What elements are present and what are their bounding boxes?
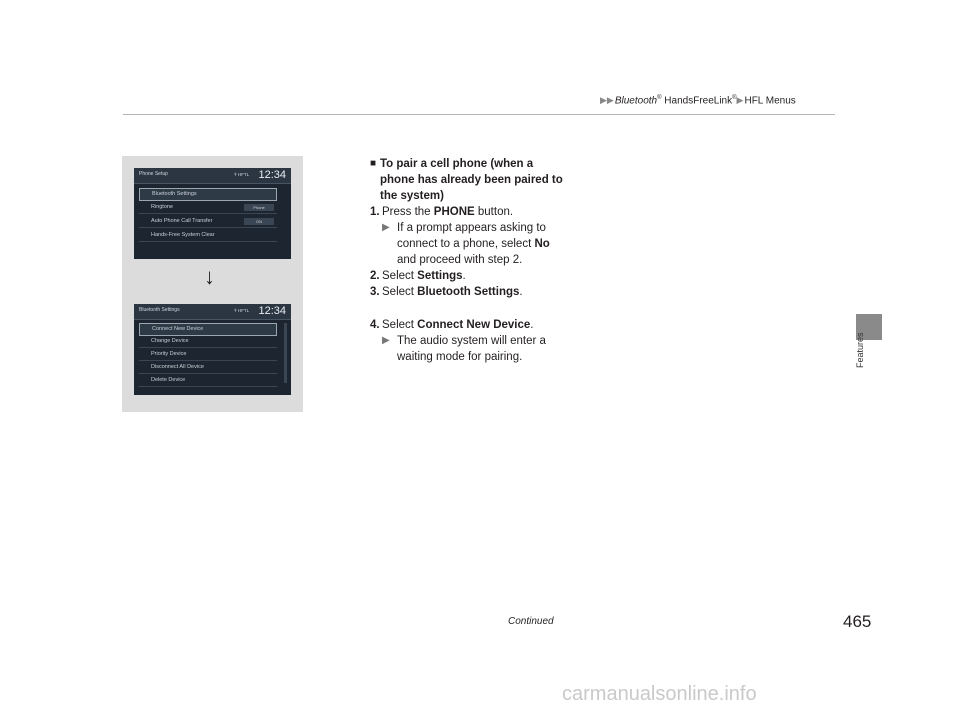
breadcrumb-part-hfl-menus: HFL Menus xyxy=(744,95,796,107)
breadcrumb xyxy=(600,95,796,106)
signal-indicator-icon: ǂ HFTL xyxy=(234,308,250,313)
menu-item-disconnect-all xyxy=(139,362,277,374)
step-1-note xyxy=(370,220,570,268)
watermark-text: carmanualsonline.info xyxy=(562,683,757,705)
menu-item-label: Disconnect All Device xyxy=(151,364,204,370)
menu-item-bluetooth-settings xyxy=(139,188,277,201)
step-text: . xyxy=(462,270,466,282)
note-text: The audio system will enter a waiting mode for pairing. xyxy=(397,335,546,363)
step-text: Select xyxy=(382,286,418,298)
screen-clock: 12:34 xyxy=(258,305,286,317)
heading-text: To pair a cell phone (when a phone has already been paired to the system) xyxy=(380,158,563,202)
note-keyword: No xyxy=(534,238,550,250)
menu-item-label: Change Device xyxy=(151,338,189,344)
menu-item-label: Priority Device xyxy=(151,351,187,357)
step-number: 1. xyxy=(370,206,380,218)
continued-label: Continued xyxy=(508,616,554,627)
menu-item-label: Delete Device xyxy=(151,377,186,383)
step-text: . xyxy=(530,319,534,331)
illustration-panel xyxy=(122,156,303,412)
note-arrow-icon: ▶ xyxy=(382,335,390,346)
bluetooth-settings-screen xyxy=(134,304,291,395)
menu-item-label: Ringtone xyxy=(151,204,174,210)
screen-clock: 12:34 xyxy=(258,169,286,181)
menu-item-auto-transfer xyxy=(139,216,277,228)
screen-scrollbar xyxy=(284,323,287,383)
step-keyword: Settings xyxy=(417,270,463,282)
step-text: button. xyxy=(474,206,514,218)
breadcrumb-arrow-icon: ▶▶ xyxy=(600,95,614,106)
step-3 xyxy=(370,284,570,300)
signal-indicator-icon: ǂ HFTL xyxy=(234,172,250,177)
menu-item-value: Phone xyxy=(244,204,274,211)
step-text: . xyxy=(519,286,523,298)
step-keyword: Connect New Device xyxy=(417,319,531,331)
menu-item-label: Auto Phone Call Transfer xyxy=(151,218,213,224)
note-text: and proceed with step 2. xyxy=(397,254,523,266)
screen-header xyxy=(134,304,291,320)
step-keyword: PHONE xyxy=(433,206,475,218)
menu-item-ringtone xyxy=(139,202,277,214)
step-4 xyxy=(370,317,570,333)
phone-setup-screen xyxy=(134,168,291,259)
step-4-note xyxy=(370,333,570,365)
step-text: Select xyxy=(382,270,418,282)
menu-item-delete-device xyxy=(139,375,277,387)
step-number: 4. xyxy=(370,319,380,331)
step-text: Select xyxy=(382,319,418,331)
note-text: If a prompt appears asking to connect to a phone, select xyxy=(397,222,546,250)
menu-item-priority-device xyxy=(139,349,277,361)
step-2 xyxy=(370,268,570,284)
breadcrumb-part-handsfreelink: HandsFreeLink xyxy=(661,95,733,107)
header-divider xyxy=(123,114,835,115)
step-1 xyxy=(370,204,570,220)
section-heading xyxy=(370,156,570,204)
menu-item-label: Hands-Free System Clear xyxy=(151,232,215,238)
instructions xyxy=(370,156,570,365)
screen-header xyxy=(134,168,291,184)
menu-item-label: Connect New Device xyxy=(152,326,204,332)
page-number: 465 xyxy=(843,612,872,631)
step-number: 2. xyxy=(370,270,380,282)
menu-item-label: Bluetooth Settings xyxy=(152,191,197,197)
spacer xyxy=(370,300,570,317)
step-number: 3. xyxy=(370,286,380,298)
step-text: Press the xyxy=(382,206,434,218)
menu-item-connect-new-device xyxy=(139,323,277,336)
breadcrumb-part-bluetooth: Bluetooth xyxy=(614,95,658,107)
section-label: Features xyxy=(855,332,865,368)
breadcrumb-arrow-icon: ▶ xyxy=(736,95,744,106)
note-arrow-icon: ▶ xyxy=(382,222,390,233)
down-arrow-icon: ↓ xyxy=(204,264,215,289)
menu-item-change-device xyxy=(139,336,277,348)
registered-mark: ® xyxy=(657,95,662,101)
screen-title: Phone Setup xyxy=(139,171,168,177)
heading-square-icon: ■ xyxy=(370,158,377,169)
menu-item-system-clear xyxy=(139,230,277,242)
registered-mark: ® xyxy=(732,95,737,101)
step-keyword: Bluetooth Settings xyxy=(417,286,520,298)
screen-title: Bluetooth Settings xyxy=(139,307,180,313)
menu-item-value: ON xyxy=(244,218,274,225)
